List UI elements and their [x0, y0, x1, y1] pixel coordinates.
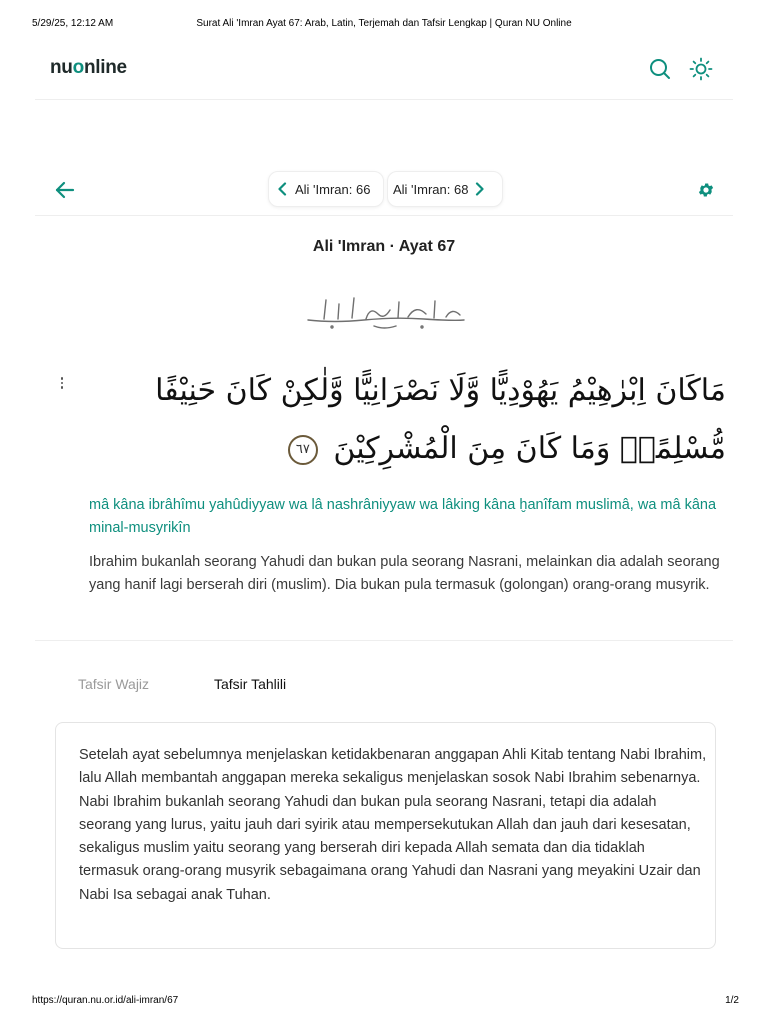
search-button[interactable] — [647, 56, 673, 82]
back-button[interactable] — [52, 178, 78, 202]
theme-toggle-button[interactable] — [688, 56, 714, 82]
site-header — [35, 54, 733, 100]
basmalah-calligraphy — [304, 292, 468, 332]
section-divider — [35, 640, 733, 641]
print-datetime: 5/29/25, 12:12 AM — [32, 18, 114, 29]
prev-ayah-button[interactable] — [268, 171, 384, 207]
print-url: https://quran.nu.or.id/ali-imran/67 — [32, 995, 179, 1006]
print-page-number: 1/2 — [725, 995, 739, 1006]
chevron-right-icon — [473, 182, 487, 196]
ayah-number-marker: ٦٧ — [288, 435, 318, 465]
tafsir-content: Setelah ayat sebelumnya menjelaskan ketidakbenaran anggapan Ahli Kitab tentang Nabi Ibrahim, lalu Allah membantah anggapan mereka sekaligus menjelaskan sosok Nabi Ibrahim sebenarnya. Nabi Ibrahim bukanlah seorang Yahudi dan bukan pula seorang Nasrani, tetapi dia adalah seorang yang lurus, yaitu jauh dari syirik atau mempersekutukan Allah dan jauh dari kesesatan, sekaligus muslim yaitu seorang yang berserah diri kepada Allah semata dan dia tidaklah termasuk orang-orang musyrik sebagaimana orang Yahudi dan Nasrani yang meyakini Uzair dan Nabi Isa sebagai anak Tuhan. — [79, 747, 707, 903]
tafsir-card — [55, 722, 716, 949]
logo-prefix: nu — [50, 57, 73, 78]
next-ayah-button[interactable] — [387, 171, 503, 207]
tab-tafsir-wajiz[interactable]: Tafsir Wajiz — [78, 676, 150, 692]
surah-ayah-heading: Ali 'Imran · Ayat 67 — [312, 238, 456, 255]
sun-icon — [689, 57, 713, 81]
logo-accent: o — [72, 57, 84, 78]
chevron-left-icon — [275, 182, 289, 196]
verse-transliteration: mâ kâna ibrâhîmu yahûdiyyaw wa lâ nashrâniyyaw wa lâking kâna ḫanîfam muslimâ, wa mâ kâna minal-musyrikîn — [89, 497, 717, 536]
search-icon — [649, 58, 671, 80]
gear-icon — [697, 181, 715, 199]
tab-tafsir-tahlili[interactable]: Tafsir Tahlili — [214, 676, 287, 692]
verse-options-menu-icon[interactable] — [55, 374, 69, 392]
verse-arabic-text: مَاكَانَ اِبْرٰهِيْمُ يَهُوْدِيًّا وَّلَا نَصْرَانِيًّا وَّلٰكِنْ كَانَ حَنِيْفًا مُّسْلِمًاۗ وَمَا كَانَ مِنَ الْمُشْرِكِيْنَ — [155, 373, 726, 466]
settings-button[interactable] — [695, 179, 717, 201]
verse-translation: Ibrahim bukanlah seorang Yahudi dan bukan pula seorang Nasrani, melainkan dia adalah seorang yang hanif lagi berserah diri (muslim). Dia bukan pula termasuk (golongan) orang-orang musyrik. — [89, 554, 720, 593]
verse-arabic — [82, 362, 726, 478]
next-ayah-label: Ali 'Imran: 68 — [393, 181, 469, 197]
nu-online-logo[interactable] — [50, 57, 127, 79]
logo-suffix: nline — [83, 57, 127, 78]
prev-ayah-label: Ali 'Imran: 66 — [295, 181, 371, 197]
print-header — [0, 18, 768, 34]
ayah-navigation-bar — [35, 170, 733, 216]
print-page-title: Surat Ali 'Imran Ayat 67: Arab, Latin, Terjemah dan Tafsir Lengkap | Quran NU Online — [196, 18, 572, 29]
arrow-left-icon — [55, 181, 75, 199]
